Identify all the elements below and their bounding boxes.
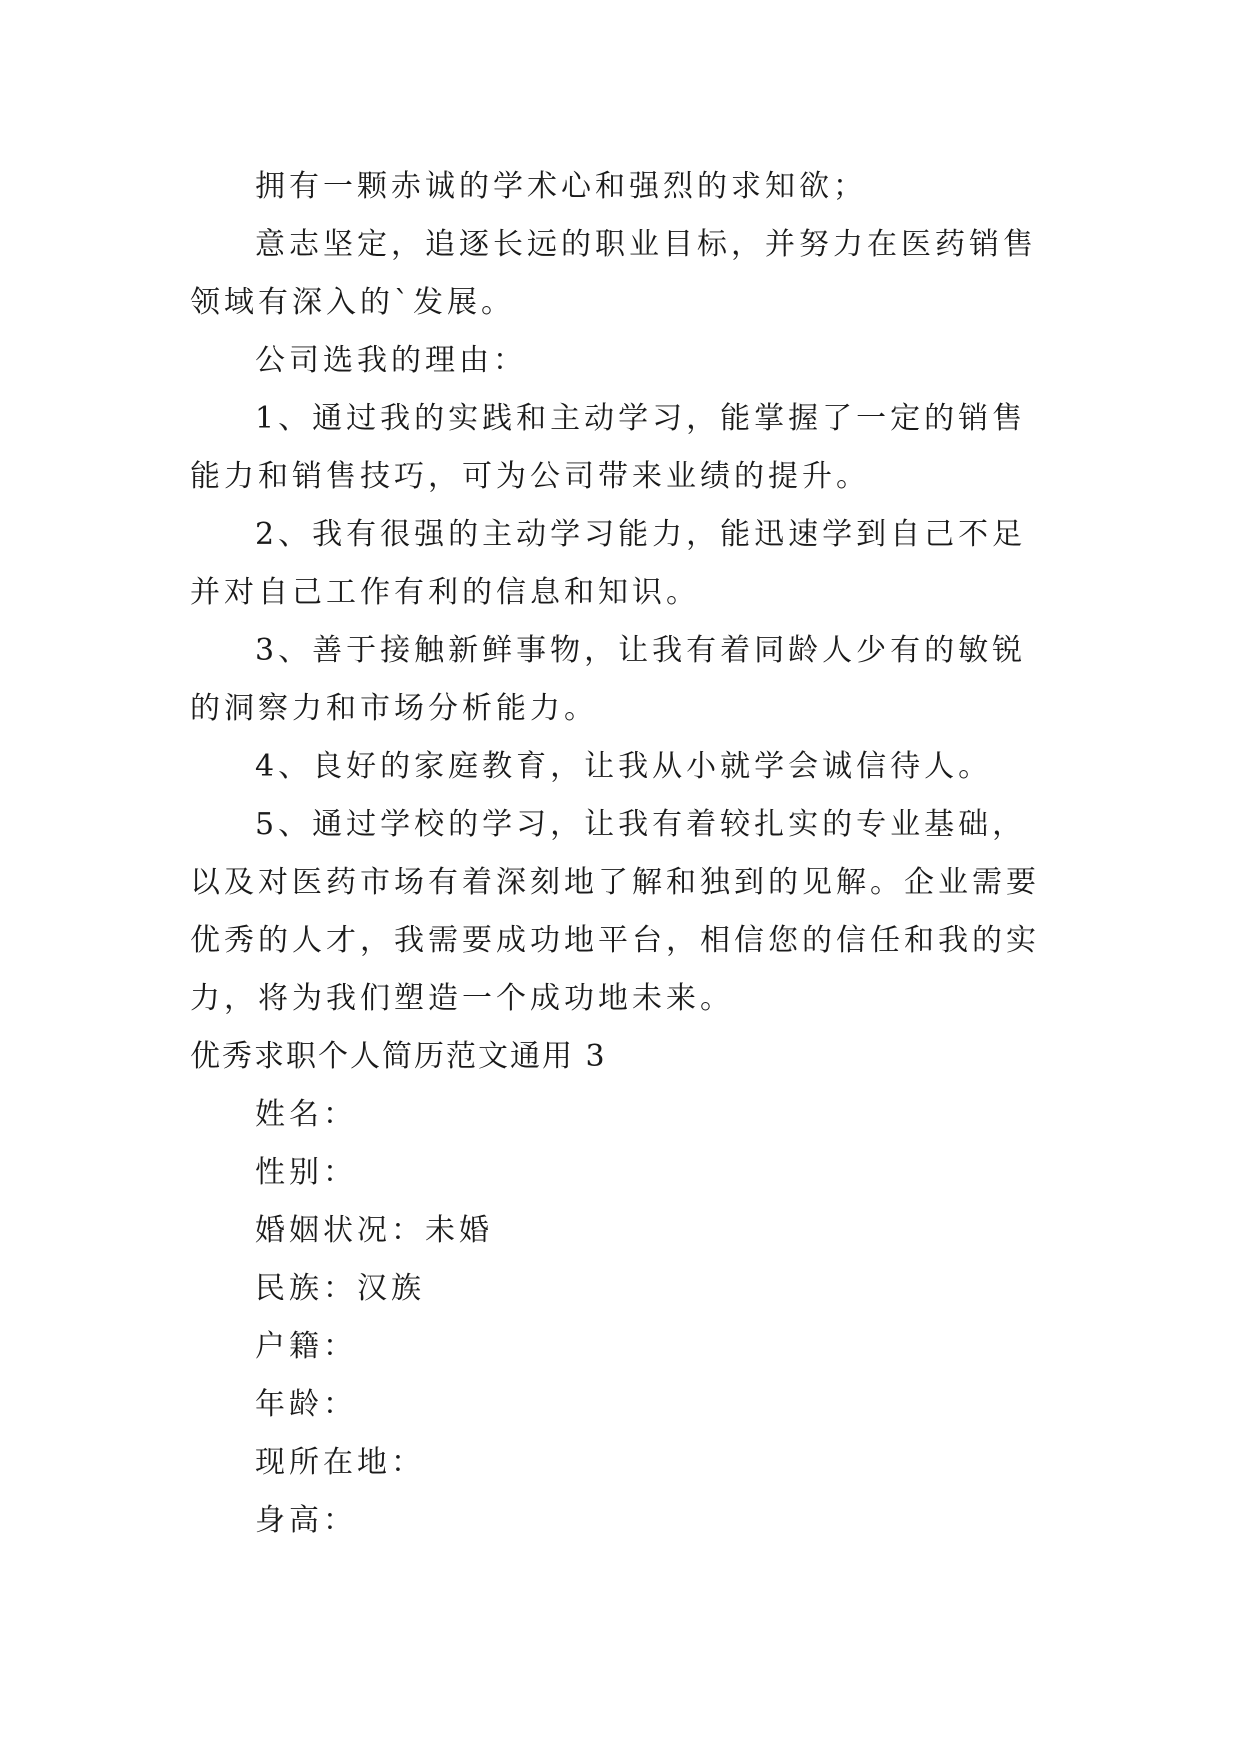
field-household-registration: 户籍： — [255, 1329, 357, 1364]
field-gender: 性别： — [255, 1155, 357, 1190]
paragraph-reasons-heading: 公司选我的理由： — [255, 343, 527, 378]
field-name: 姓名： — [255, 1097, 357, 1132]
paragraph-reason-3: 3、善于接触新鲜事物，让我有着同龄人少有的敏锐的洞察力和市场分析能力。 — [190, 633, 1027, 726]
paragraph-motivation: 拥有一颗赤诚的学术心和强烈的求知欲； — [255, 169, 867, 204]
section-heading: 优秀求职个人简历范文通用 3 — [190, 1039, 607, 1074]
field-marital-status: 婚姻状况：未婚 — [255, 1213, 493, 1248]
field-ethnicity: 民族：汉族 — [255, 1271, 425, 1306]
paragraph-reason-2: 2、我有很强的主动学习能力，能迅速学到自己不足并对自己工作有利的信息和知识。 — [190, 517, 1027, 610]
paragraph-reason-1: 1、通过我的实践和主动学习，能掌握了一定的销售能力和销售技巧，可为公司带来业绩的提升。 — [190, 401, 1027, 494]
field-current-location: 现所在地： — [255, 1445, 425, 1480]
paragraph-reason-5: 5、通过学校的学习，让我有着较扎实的专业基础，以及对医药市场有着深刻地了解和独到的见解。企业需要优秀的人才，我需要成功地平台，相信您的信任和我的实力，将为我们塑造一个成功地未来。 — [190, 807, 1040, 1016]
paragraph-career-goal: 意志坚定，追逐长远的职业目标，并努力在医药销售领域有深入的`发展。 — [190, 227, 1037, 320]
paragraph-reason-4: 4、良好的家庭教育，让我从小就学会诚信待人。 — [255, 749, 993, 784]
document-page — [190, 158, 1050, 1550]
field-age: 年龄： — [255, 1387, 357, 1422]
field-height: 身高： — [255, 1503, 357, 1538]
